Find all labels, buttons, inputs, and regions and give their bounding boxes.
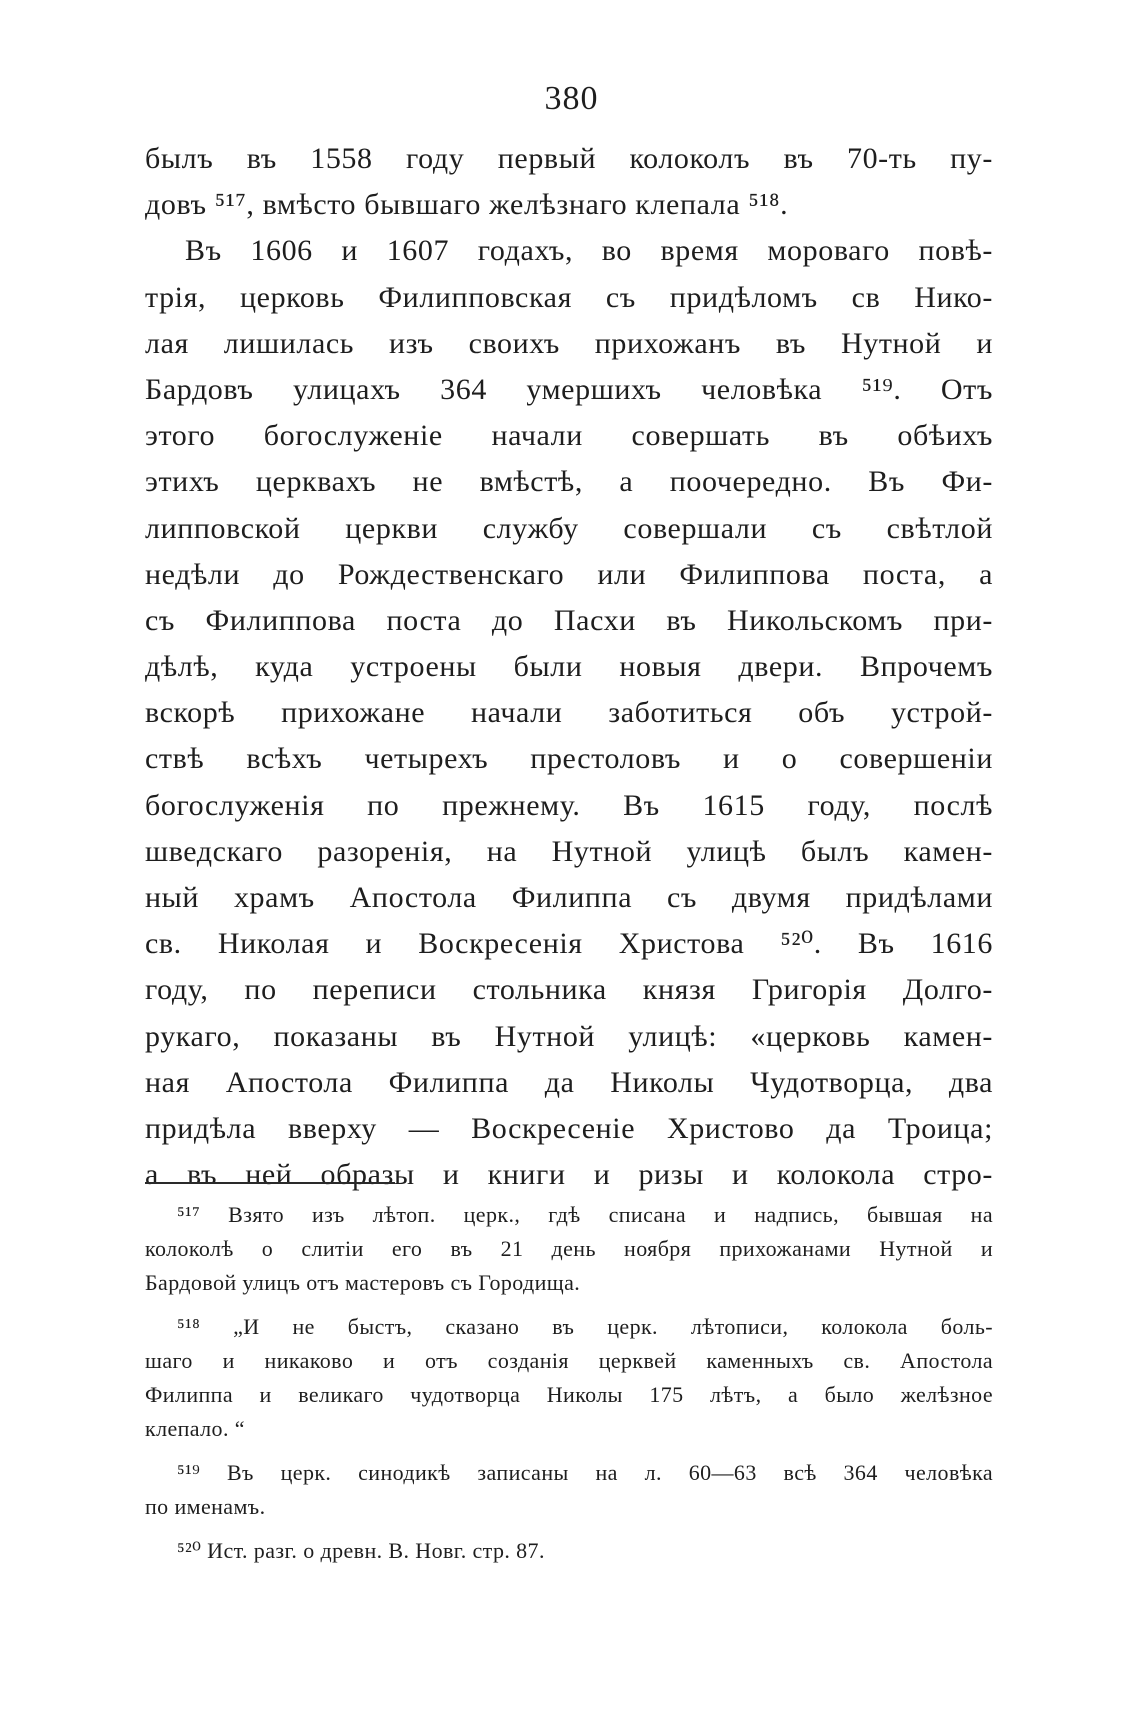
footnote-line: ⁵¹⁹ Въ церк. синодикѣ записаны на л. 60—63 всѣ 364 человѣка xyxy=(177,1460,993,1485)
body-line: св. Николая и Воскресенія Христова ⁵²⁰. Въ 1616 xyxy=(145,927,993,961)
footnote-line: Бардовой улицъ отъ мастеровъ съ Городища. xyxy=(145,1270,581,1295)
body-line: ный храмъ Апостола Филиппа съ двумя придѣлами xyxy=(145,881,993,914)
body-line: недѣли до Рождественскаго или Филиппова поста, а xyxy=(145,557,993,591)
footnote-517 xyxy=(145,1198,993,1300)
body-line: придѣла вверху — Воскресеніе Христово да Троица; xyxy=(145,1111,993,1145)
footnote-line: шаго и никаково и отъ созданія церквей каменныхъ св. Апостола xyxy=(145,1348,993,1373)
body-line: а въ ней образы и книги и ризы и колокола стро- xyxy=(145,1158,993,1192)
body-line: году, по переписи стольника князя Григорія Долго- xyxy=(145,973,993,1007)
body-line: шведскаго разоренія, на Нутной улицѣ былъ камен- xyxy=(145,834,993,868)
footnote-519 xyxy=(145,1456,993,1524)
footnote-520 xyxy=(145,1534,993,1568)
body-line: ствѣ всѣхъ четырехъ престоловъ и о совершеніи xyxy=(145,742,993,776)
footnote-line: ⁵¹⁸ „И не быстъ, сказано въ церк. лѣтописи, колокола боль- xyxy=(177,1314,993,1339)
body-line: этого богослуженіе начали совершать въ обѣихъ xyxy=(145,419,993,453)
body-line: трія, церковь Филипповская съ придѣломъ св Нико- xyxy=(145,280,993,314)
body-line: лая лишилась изъ своихъ прихожанъ въ Нутной и xyxy=(145,326,993,360)
body-line: дѣлѣ, куда устроены были новыя двери. Впрочемъ xyxy=(145,650,993,684)
footnote-line: ⁵¹⁷ Взято изъ лѣтоп. церк., гдѣ списана и надпись, бывшая на xyxy=(177,1202,993,1227)
body-line: липповской церкви службу совершали съ свѣтлой xyxy=(145,511,993,545)
footnote-separator xyxy=(145,1182,395,1184)
body-line: Въ 1606 и 1607 годахъ, во время мороваго повѣ- xyxy=(185,234,993,268)
body-line: ная Апостола Филиппа да Николы Чудотворца, два xyxy=(145,1065,993,1099)
footnote-line: колоколѣ о слитіи его въ 21 день ноября прихожанами Нутной и xyxy=(145,1236,993,1261)
body-line: вскорѣ прихожане начали заботиться объ устрой- xyxy=(145,696,993,730)
footnote-line: по именамъ. xyxy=(145,1494,266,1519)
body-line: этихъ церквахъ не вмѣстѣ, а поочередно. Въ Фи- xyxy=(145,465,993,499)
body-line: рукаго, показаны въ Нутной улицѣ: «церковь камен- xyxy=(145,1019,993,1053)
body-line: Бардовъ улицахъ 364 умершихъ человѣка ⁵¹⁹. Отъ xyxy=(145,372,993,406)
footnote-518 xyxy=(145,1310,993,1446)
body-text xyxy=(145,136,993,1198)
body-line: съ Филиппова поста до Пасхи въ Никольскомъ при- xyxy=(145,603,993,637)
body-line: довъ ⁵¹⁷, вмѣсто бывшаго желѣзнаго клепала ⁵¹⁸. xyxy=(145,188,789,222)
footnote-line: Филиппа и великаго чудотворца Николы 175 лѣтъ, а было желѣзное xyxy=(145,1382,993,1407)
footnote-line: клепало. “ xyxy=(145,1416,245,1441)
body-line: богослуженія по прежнему. Въ 1615 году, послѣ xyxy=(145,788,993,822)
footnotes xyxy=(145,1198,993,1568)
body-line: былъ въ 1558 году первый колоколъ въ 70-ть пу- xyxy=(145,142,993,175)
footnote-line: ⁵²⁰ Ист. разг. о древн. В. Новг. стр. 87. xyxy=(177,1538,545,1563)
page-number: 380 xyxy=(544,80,599,117)
